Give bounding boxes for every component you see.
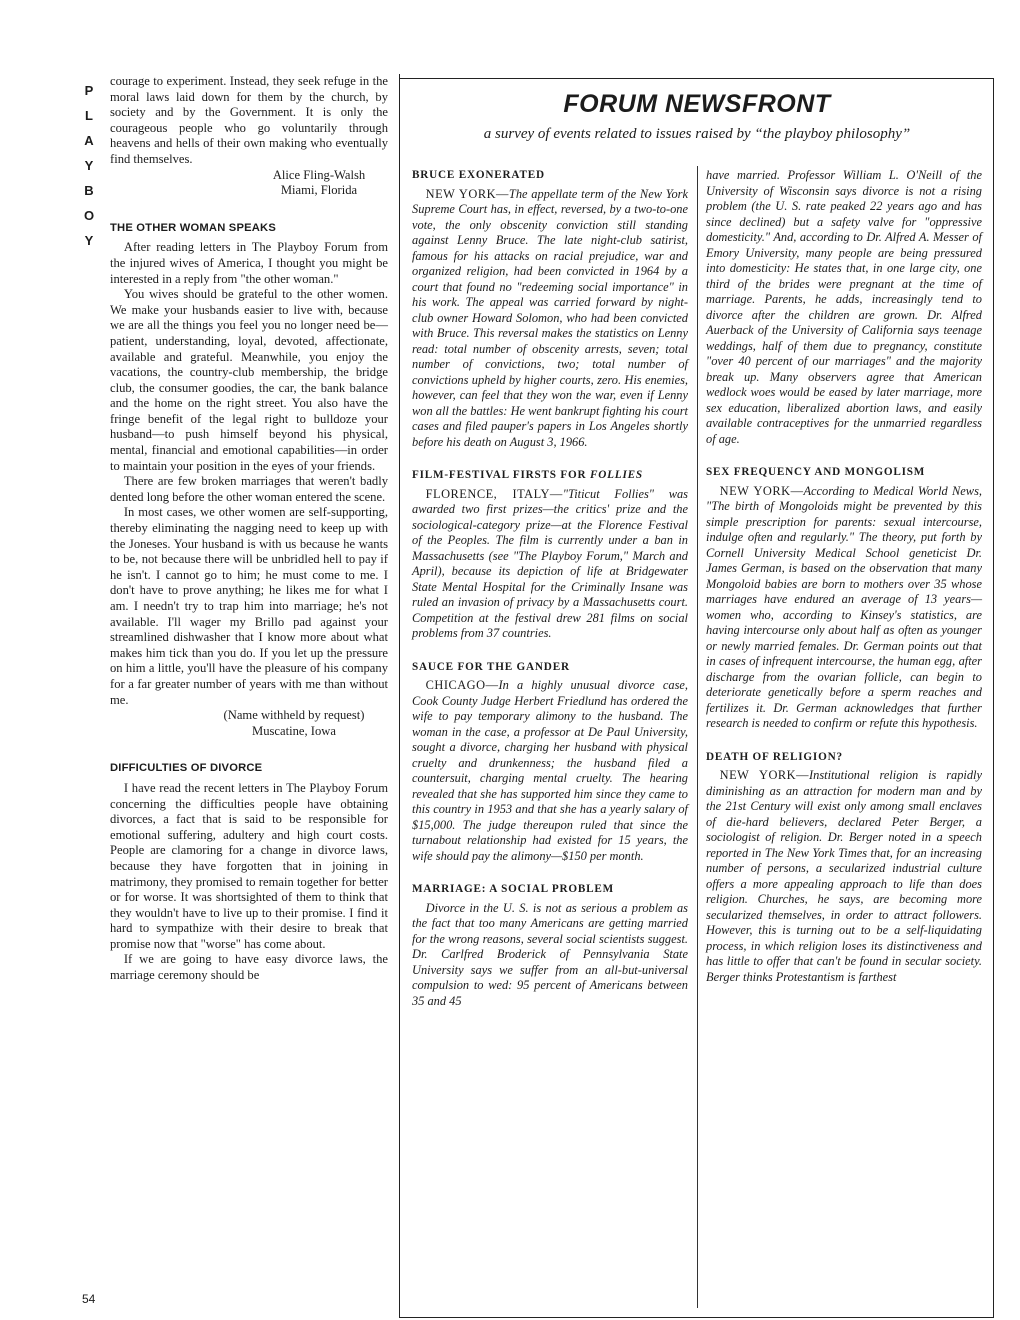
letter-paragraph: After reading letters in The Playboy Forum from the injured wives of America, I thought you might be interested in a reply from "the other woman." (110, 240, 388, 286)
brand-letter: Y (84, 158, 94, 173)
letter-paragraph: In most cases, we other women are self-supporting, thereby eliminating the nagging need to keep up with the Joneses. Your husband is with us because he wants to be, not because there will be unbridled hell to pay if he isn't. I cannot go to him; he must come to me. I don't have to prove anything; he likes me for what I am. I needn't try to trap him into marriage; he's not available. I'll wager my Brillo pad against your streamlined dishwasher that I know more about what makes him tick than you do. If you let up the pressure on him a little, you'll have the pleasure of his company for a far greater number of years with me than without me. (110, 505, 388, 707)
news-item-continuation: have married. Professor William L. O'Neill of the University of Wisconsin says divorce is not a rising problem (the U. S. rate peaked 22 years ago and has since declined) but a safety valve for "oppressive domesticity." And, according to Dr. Alfred A. Messer of Emory University, many people are being pressured into domesticity: He states that, in one large city, one third of the brides were pregnant at the time of marriage. Parents, he adds, increasingly tend to divorce after the children are grown. Dr. Alfred Auerback of the University of California says teenage weddings, half of them due to pregnancy, constitute "over 40 percent of our marriages" and the majority break up. Many observers agree that American wedlock woes would be eased by later marriage, more sex education, liberalized abortion laws, and easily available contraceptives for the unmarried regardless of age. (706, 168, 982, 446)
news-item: Divorce in the U. S. is not as serious a problem as the fact that too many Americans are getting married for the wrong reasons, several social scientists suggest. Dr. Carlfred Broderick of Pennsylvania State University says we suffer from an all-but-universal compulsion to wed: 95 percent of Americans between 35 and 45 (412, 900, 688, 1008)
brand-letter: P (84, 83, 94, 98)
newsfront-title: FORUM NEWSFRONT (563, 90, 831, 118)
news-text: According to Medical World News, "The birth of Mongoloids might be prevented by this simple prescription for parents: sexual intercourse, indulge often and regularly." The theory, put forth by Cornell University Medical School geneticist Dr. James German, is based on the observation that many Mongoloid babies are born to mothers over 35 whose marriages have endured an average of 13 years—women who, according to Kinsey's statistics, are having intercourse only about half as often as younger or newly married females. Dr. German points out that in cases of infrequent intercourse, the human egg, after discharge from the ovarian follicle, can begin to deteriorate genetically before a sperm reaches and fertilizes it. Dr. German acknowledges that further research is needed to confirm or refute this hypothesis. (706, 483, 982, 730)
signature-name: (Name withheld by request) (223, 708, 365, 723)
letter-paragraph: If we are going to have easy divorce laws, the marriage ceremony should be (110, 952, 388, 983)
letter-heading: THE OTHER WOMAN SPEAKS (110, 221, 277, 234)
news-item (706, 768, 982, 985)
news-item (412, 187, 688, 451)
dateline: NEW YORK— (719, 483, 804, 498)
newsfront-column-right (706, 168, 982, 985)
brand-letter: L (85, 108, 93, 123)
brand-letter: B (84, 183, 94, 198)
news-heading: MARRIAGE: A SOCIAL PROBLEM (412, 883, 614, 895)
newsfront-subtitle: a survey of events related to issues raised by “the playboy philosophy” (483, 126, 911, 142)
letter-signature (110, 168, 388, 199)
dateline: NEW YORK— (719, 768, 810, 782)
dateline: CHICAGO— (425, 678, 499, 692)
news-heading: DEATH OF RELIGION? (706, 750, 843, 763)
dateline: FLORENCE, ITALY— (425, 486, 563, 501)
letter-heading: DIFFICULTIES OF DIVORCE (110, 762, 263, 775)
letter-continuation: courage to experiment. Instead, they seek refuge in the moral laws laid down for them by the church, by society and by the Government. It is only the courageous people who go voluntarily through heavens and hells of their own making who eventually find themselves. (110, 74, 388, 166)
brand-letter: Y (84, 233, 94, 248)
letter-paragraph: You wives should be grateful to the other women. We make your husbands easier to live with, because we are all the things you feel you no longer need be—patient, understanding, loyal, devoted, affectionate, available and grateful. Meanwhile, you enjoy the vacations, the country-club membership, the bridge club, the consumer goodies, the car, the bank balance and the home on the right street. You also have the fringe benefit of the legal right to bulldoze your husband—to push himself beyond his physical, mental, financial and emotional capabilities—in order to maintain your position in the eyes of your friends. (110, 287, 388, 473)
magazine-spine-brand (82, 78, 96, 253)
news-item (706, 484, 982, 732)
column-divider (697, 166, 698, 1308)
letters-column (110, 74, 388, 984)
brand-letter: O (83, 208, 95, 223)
news-heading: BRUCE EXONERATED (412, 169, 545, 181)
brand-letter: A (84, 133, 94, 148)
letter-signature (110, 708, 388, 739)
news-item (412, 678, 688, 864)
newsfront-column-left (412, 168, 688, 1009)
news-heading-text: FILM-FESTIVAL FIRSTS FOR (412, 469, 587, 481)
news-text: "Titicut Follies" was awarded two first prizes—the critics' prize and the sociological-category prize—at the Florence Festival of the Peoples. The film is currently under a ban in Massachusetts (see "The Playboy Forum," March and April), because its depiction of life at Bridgewater State Mental Hospital for the Criminally Insane was ruled an invasion of privacy by a Massachusetts court. Competition at the festival drew 281 films on social problems from 37 countries. (412, 486, 688, 640)
news-heading: SAUCE FOR THE GANDER (412, 660, 570, 673)
letter-paragraph: I have read the recent letters in The Playboy Forum concerning the difficulties people have obtaining divorces, a fact that is said to be responsible for emotional suffering, adultery and high court costs. People are clamoring for a change in divorce laws, because they have forgotten that in joining in matrimony, they promised to remain together for better or for worse. It was shortsighted of them to think that they wouldn't have to live up to their promise. I find it hard to sympathize with their desire to break that promise now that "worse" has come about. (110, 780, 388, 951)
page-number: 54 (82, 1292, 96, 1306)
news-heading-title: FOLLIES (590, 469, 643, 481)
news-text: Institutional religion is rapidly diminishing as an attraction for modern man and by the 21st Century will exist only among small enclaves of die-hard believers, declared Peter Berger, a sociologist of religion. Dr. Berger noted in a speech reported in The New York Times that, for an increasing number of persons, a secularized industrial culture offers a more appealing approach to life than does religion. Churches, he says, are becoming more secularized themselves, in order to attract followers. However, this is turning out to be a self-liquidating process, in which religion loses its distinctiveness and has little to offer that can't be found in secular society. Berger thinks Protestantism is farthest (706, 768, 982, 984)
dateline: NEW YORK— (425, 186, 509, 201)
letter-paragraph: There are few broken marriages that weren't badly dented long before the other woman entered the scene. (110, 474, 388, 504)
news-heading: SEX FREQUENCY AND MONGOLISM (706, 466, 926, 478)
signature-place: Muscatine, Iowa (252, 723, 336, 738)
signature-place: Miami, Florida (280, 183, 358, 198)
news-item (412, 487, 688, 642)
news-text: The appellate term of the New York Supreme Court has, in effect, reversed, by a two-to-one vote, the only obscenity conviction still standing against Lenny Bruce. The late night-club satirist, famous for his attacks on racial prejudice, war and organized religion, had been convicted in 1964 by a court that found no "redeeming social importance" in his work. The appeal was carried forward by night-club owner Howard Solomon, who had been convicted with Bruce. This reversal makes the statistics on Lenny read: total number of obscenity arrests, seven; total number of convictions, two; total number of convictions upheld by higher courts, zero. His enemies, however, can feel that they won the war, even if Lenny won all the battles: He went bankrupt fighting his court cases and filed pauper's papers in Los Angeles shortly before his death on August 3, 1966. (412, 186, 688, 449)
news-text: In a highly unusual divorce case, Cook County Judge Herbert Friedlund has ordered the wife to pay temporary alimony to the husband. The woman in the case, a professor at De Paul University, sought a divorce, charging her husband with physical cruelty and drunkenness; the husband filed a countersuit, charging mental cruelty. The hearing revealed that she has supported him since they came to this country in 1953 and that she has a yearly salary of $15,000. The judge thereupon ruled that since the turnabout relationship had existed for 15 years, the wife should pay the alimony—$150 per month. (412, 678, 688, 863)
signature-name: Alice Fling-Walsh (272, 167, 366, 182)
news-heading (412, 468, 688, 484)
